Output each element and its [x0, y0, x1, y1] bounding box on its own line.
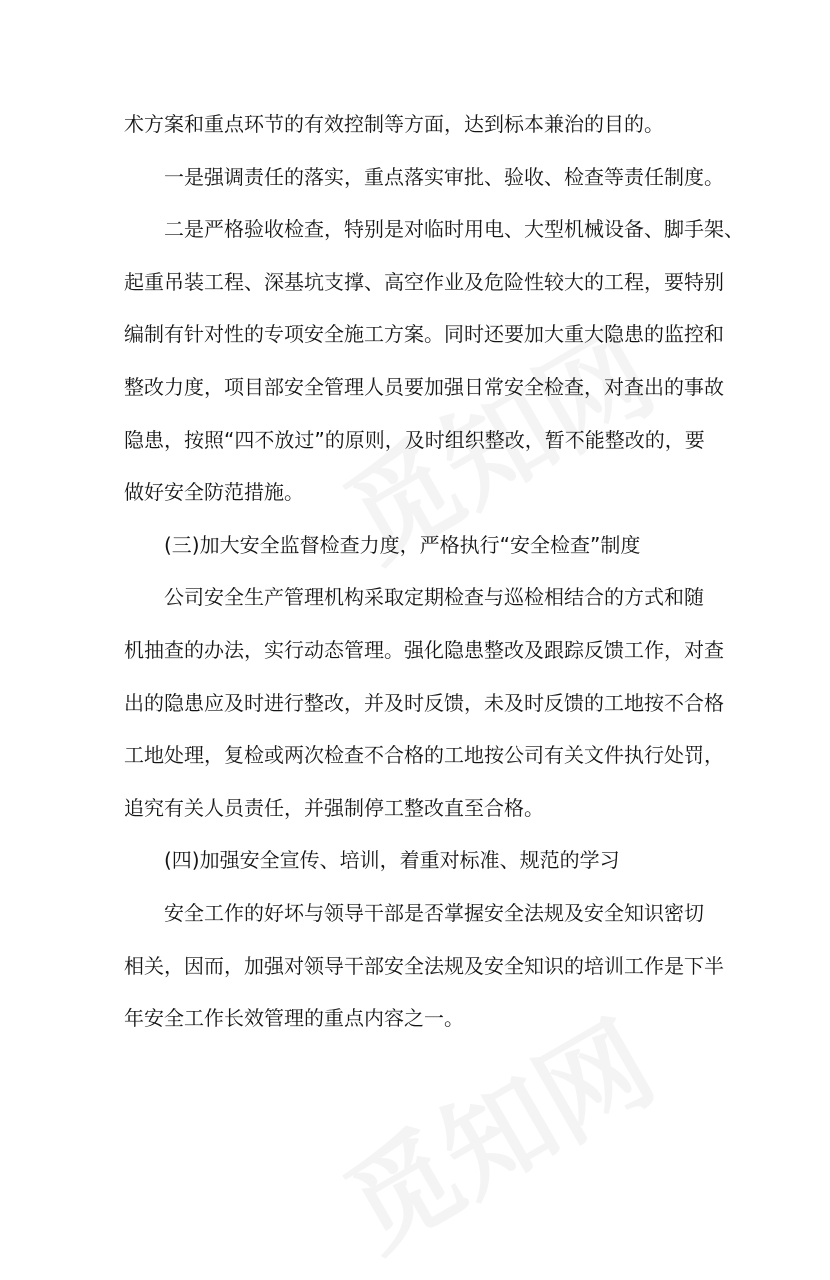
paragraph-line: 相关，因而，加强对领导干部安全法规及安全知识的培训工作是下半 — [124, 953, 724, 978]
paragraph-line: 公司安全生产管理机构采取定期检查与巡检相结合的方式和随 — [164, 585, 704, 610]
paragraph-line: 追究有关人员责任，并强制停工整改直至合格。 — [124, 795, 544, 820]
paragraph-line: 工地处理，复检或两次检查不合格的工地按公司有关文件执行处罚， — [124, 743, 724, 768]
paragraph-line: 安全工作的好坏与领导干部是否掌握安全法规及安全知识密切 — [164, 900, 704, 925]
document-body — [124, 104, 744, 1051]
paragraph-line: 编制有针对性的专项安全施工方案。同时还要加大重大隐患的监控和 — [124, 322, 724, 347]
paragraph-line: 术方案和重点环节的有效控制等方面，达到标本兼治的目的。 — [124, 112, 664, 136]
paragraph-line: 二是严格验收检查，特别是对临时用电、大型机械设备、脚手架、 — [164, 217, 744, 242]
paragraph-line: 隐患，按照“四不放过”的原则，及时组织整改，暂不能整改的，要 — [124, 427, 705, 452]
paragraph-line: 整改力度，项目部安全管理人员要加强日常安全检查，对查出的事故 — [124, 374, 724, 399]
paragraph-line: 做好安全防范措施。 — [124, 480, 304, 505]
paragraph-line: 起重吊装工程、深基坑支撑、高空作业及危险性较大的工程，要特别 — [124, 269, 724, 294]
section-heading: (三)加大安全监督检查力度，严格执行“安全检查”制度 — [164, 532, 641, 557]
paragraph-line: 出的隐患应及时进行整改，并及时反馈，未及时反馈的工地按不合格 — [124, 690, 724, 715]
paragraph-line: 一是强调责任的落实，重点落实审批、验收、检查等责任制度。 — [164, 164, 724, 189]
paragraph-line: 年安全工作长效管理的重点内容之一。 — [124, 1006, 464, 1031]
section-heading: (四)加强安全宣传、培训，着重对标准、规范的学习 — [164, 848, 620, 873]
paragraph-line: 机抽查的办法，实行动态管理。强化隐患整改及跟踪反馈工作，对查 — [124, 637, 724, 662]
